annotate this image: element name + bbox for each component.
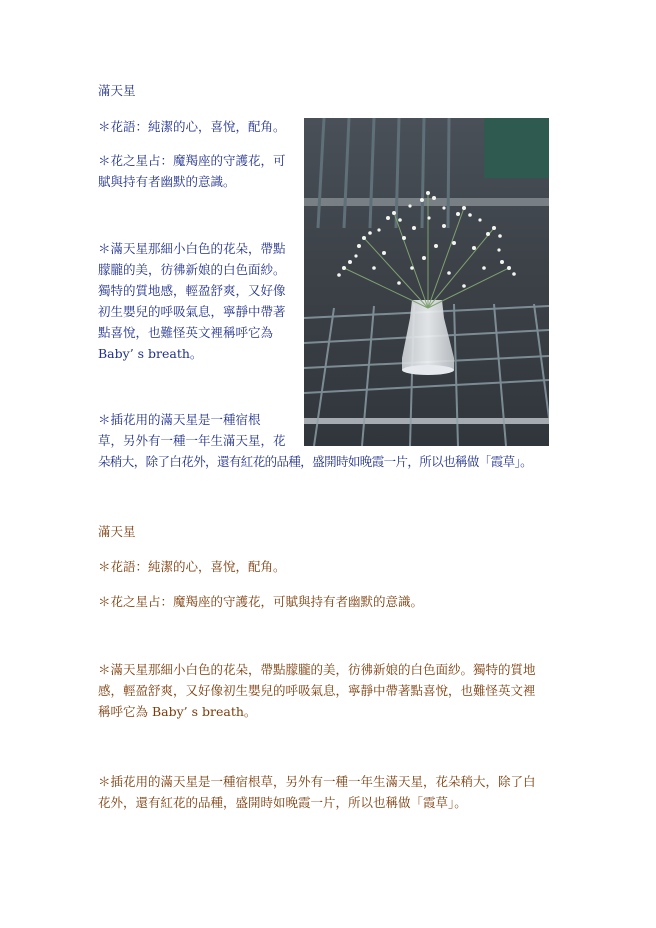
section1-title: 滿天星 [98,83,136,98]
section1-description-line: ＊滿天星那細小白色的花朵，帶點 [98,241,286,256]
section2-description-line: ＊滿天星那細小白色的花朵，帶點朦朧的美，彷彿新娘的白色面紗。獨特的質地 [98,662,536,677]
section1-description-line: Baby’ s breath。 [98,346,203,361]
section2-flower-language: ＊花語：純潔的心，喜悅，配角。 [98,559,286,574]
section2-description-line: 稱呼它為 Baby’ s breath。 [98,704,257,719]
section1-description-line: 獨特的質地感，輕盈舒爽，又好像 [98,283,286,298]
section1-flower-language: ＊花語：純潔的心，喜悅，配角。 [98,119,286,134]
babys-breath-photo [304,118,549,446]
section2-description [98,659,536,722]
section1-description-line: 初生嬰兒的呼吸氣息，寧靜中帶著 [98,304,286,319]
section2-arrangement-line: 花外，還有紅花的品種，盛開時如晚霞一片，所以也稱做「霞草」。 [98,795,467,810]
section1-arrangement-line: ＊插花用的滿天星是一種宿根 [98,412,261,427]
section2-title: 滿天星 [98,524,136,539]
section1-star-sign-line-1: ＊花之星占：魔羯座的守護花，可 [98,153,286,168]
section1-star-sign-line-2: 賦與持有者幽默的意識。 [98,174,236,189]
section1-description-line: 點喜悅，也難怪英文裡稱呼它為 [98,325,274,340]
section1-arrangement-line: 草，另外有一種一年生滿天星，花 [98,433,286,448]
section1-description [98,238,286,364]
section2-description-line: 感，輕盈舒爽，又好像初生嬰兒的呼吸氣息，寧靜中帶著點喜悅，也難怪英文裡 [98,683,536,698]
section1-arrangement-line: 朵稍大，除了白花外，還有紅花的品種，盛開時如晚霞一片，所以也稱做「霞草」。 [98,454,533,469]
section2-arrangement [98,771,536,813]
section1-description-line: 朦朧的美，彷彿新娘的白色面紗。 [98,262,286,277]
section1-star-sign [98,150,286,192]
section2-star-sign: ＊花之星占：魔羯座的守護花，可賦與持有者幽默的意識。 [98,594,424,609]
babys-breath-photo-drawing [304,118,549,446]
section2-arrangement-line: ＊插花用的滿天星是一種宿根草，另外有一種一年生滿天星，花朵稍大，除了白 [98,774,536,789]
